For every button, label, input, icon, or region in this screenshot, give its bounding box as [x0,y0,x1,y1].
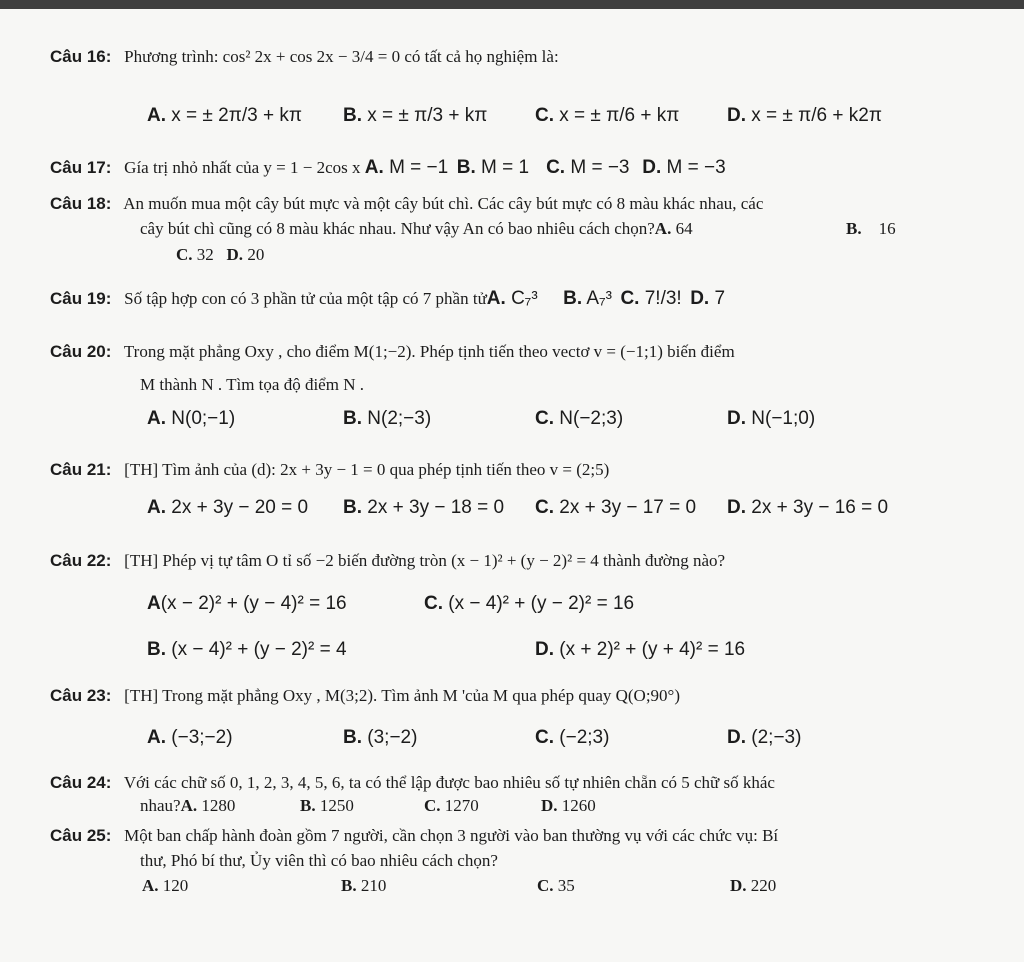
question-label: Câu 24: [50,773,112,792]
question-text-line1: Trong mặt phẳng Oxy , cho điểm M(1;−2). Phép tịnh tiến theo vectơ v = (−1;1) biến điểm [123,342,735,361]
q21-option-a[interactable]: A. 2x + 3y − 20 = 0 [147,497,309,518]
q20-option-c[interactable]: C. N(−2;3) [535,408,624,429]
q23-option-b[interactable]: B. (3;−2) [343,727,418,748]
question-text-line1: An muốn mua một cây bút mực và một cây bút chì. Các cây bút mực có 8 màu khác nhau, các [123,194,764,213]
q20-option-b[interactable]: B. N(2;−3) [343,408,432,429]
question-20-line2 [140,375,364,395]
q16-option-a[interactable]: A. x = ± 2π/3 + kπ [147,105,302,126]
question-20 [50,342,735,362]
question-text: [TH] Phép vị tự tâm O tỉ số −2 biến đường tròn (x − 1)² + (y − 2)² = 4 thành đường nào? [124,551,726,570]
q18-options-cd [176,245,264,265]
q25-option-d[interactable]: D. 220 [730,876,777,895]
q23-option-a[interactable]: A. (−3;−2) [147,727,233,748]
q25-option-b[interactable]: B. 210 [341,876,387,895]
q22-option-a[interactable]: A(x − 2)² + (y − 4)² = 16 [147,593,347,614]
question-16 [50,47,559,67]
q23-option-c[interactable]: C. (−2;3) [535,727,610,748]
question-label: Câu 25: [50,826,112,845]
q24-option-a[interactable]: A. 1280 [180,796,236,815]
q25-option-a[interactable]: A. 120 [142,876,189,895]
q17-option-c[interactable]: C. M = −3 [546,157,630,178]
q16-option-b[interactable]: B. x = ± π/3 + kπ [343,105,488,126]
question-18 [50,194,763,214]
question-text: Phương trình: cos² 2x + cos 2x − 3/4 = 0 có tất cả họ nghiệm là: [124,47,559,66]
question-label: Câu 19: [50,289,112,308]
question-label: Câu 16: [50,47,112,66]
q21-option-c[interactable]: C. 2x + 3y − 17 = 0 [535,497,697,518]
question-text-line2: thư, Phó bí thư, Ủy viên thì có bao nhiêu cách chọn? [140,851,498,870]
q16-option-c[interactable]: C. x = ± π/6 + kπ [535,105,680,126]
q17-option-d[interactable]: D. M = −3 [642,157,726,178]
q20-option-d[interactable]: D. N(−1;0) [727,408,816,429]
q18-option-c[interactable]: C. 32 [176,245,214,264]
question-18-line2 [140,219,693,239]
question-text-line1: Với các chữ số 0, 1, 2, 3, 4, 5, 6, ta có thể lập được bao nhiêu số tự nhiên chẵn có 5 chữ số khác [123,773,775,792]
q19-option-b[interactable]: B. A₇³ [563,288,612,309]
question-label: Câu 22: [50,551,112,570]
q20-option-a[interactable]: A. N(0;−1) [147,408,236,429]
q19-option-c[interactable]: C. 7!/3! [620,288,682,309]
q19-option-d[interactable]: D. 7 [690,288,726,309]
q18-option-d[interactable]: D. 20 [226,245,265,264]
question-label: Câu 18: [50,194,112,213]
question-24-line2 [140,796,235,816]
q21-option-b[interactable]: B. 2x + 3y − 18 = 0 [343,497,505,518]
q22-option-c[interactable]: C. (x − 4)² + (y − 2)² = 16 [424,593,635,614]
question-text-line2: M thành N . Tìm tọa độ điểm N . [140,375,364,394]
question-23 [50,686,680,706]
question-label: Câu 20: [50,342,112,361]
q21-option-d[interactable]: D. 2x + 3y − 16 = 0 [727,497,889,518]
question-text: [TH] Trong mặt phẳng Oxy , M(3;2). Tìm ảnh M 'của M qua phép quay Q(O;90°) [124,686,681,705]
q23-option-d[interactable]: D. (2;−3) [727,727,802,748]
q17-option-b[interactable]: B. M = 1 [456,157,530,178]
question-22 [50,551,725,571]
question-25 [50,826,778,846]
question-label: Câu 23: [50,686,112,705]
question-text-line1: Một ban chấp hành đoàn gồm 7 người, cần chọn 3 người vào ban thường vụ với các chức vụ: Bí [124,826,779,845]
question-text-line2: cây bút chì cũng có 8 màu khác nhau. Như vậy An có bao nhiêu cách chọn? [140,219,655,238]
q19-option-a[interactable]: A. C₇³ [486,288,538,309]
q17-option-a[interactable]: A. M = −1 [364,157,449,178]
q24-option-b[interactable]: B. 1250 [300,796,354,815]
q22-option-b[interactable]: B. (x − 4)² + (y − 2)² = 4 [147,639,347,660]
question-text: Số tập hợp con có 3 phần tử của một tập có 7 phần tử [124,289,487,308]
question-19 [50,288,725,311]
q18-option-b[interactable]: B. 16 [846,219,896,238]
question-text-line2: nhau? [140,796,181,815]
q18-option-a[interactable]: A. 64 [654,219,693,238]
q25-option-c[interactable]: C. 35 [537,876,575,895]
q22-option-d[interactable]: D. (x + 2)² + (y + 4)² = 16 [535,639,746,660]
question-21 [50,460,609,480]
question-24 [50,773,775,793]
q24-option-c[interactable]: C. 1270 [424,796,479,815]
question-label: Câu 17: [50,158,112,177]
top-bar [0,0,1024,9]
q16-option-d[interactable]: D. x = ± π/6 + k2π [727,105,882,126]
q24-option-d[interactable]: D. 1260 [541,796,596,815]
question-25-line2 [140,851,498,871]
question-text: [TH] Tìm ảnh của (d): 2x + 3y − 1 = 0 qua phép tịnh tiến theo v = (2;5) [124,460,610,479]
question-label: Câu 21: [50,460,112,479]
exam-page [0,9,1024,962]
question-17 [50,157,726,180]
question-text: Gía trị nhỏ nhất của y = 1 − 2cos x [124,158,361,177]
